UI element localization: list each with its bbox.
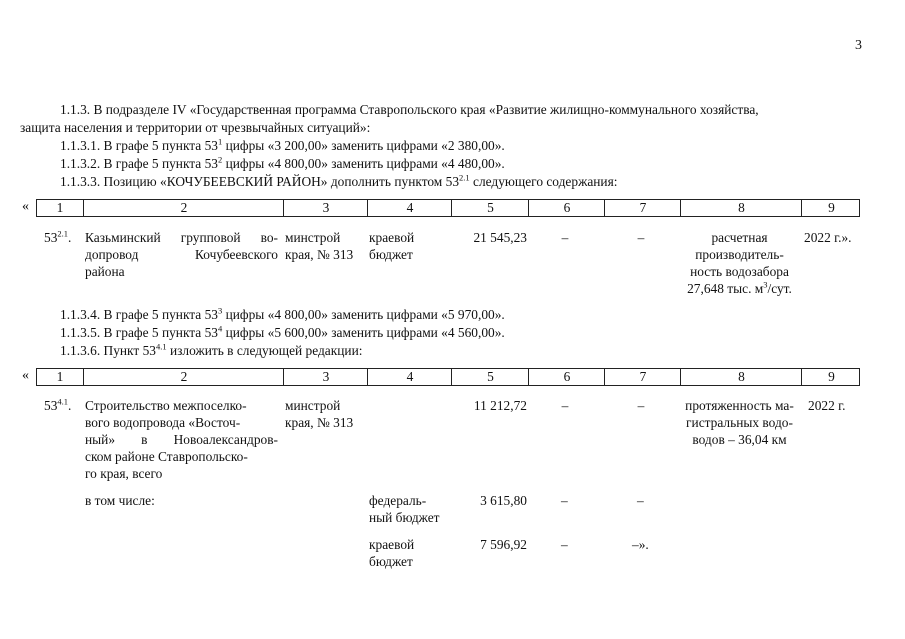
row2-amount: 11 212,72 [473,398,527,413]
row2-year: 2022 г. [808,398,846,413]
row2-number: $53^{4.1}$. [44,396,72,413]
col-header-5: 5 [451,369,529,385]
row2-col6: – [561,398,569,413]
row2-regional-amount: 7 596,92 [480,537,527,552]
row2-federal-col6: – [561,493,568,508]
col-header-3: 3 [283,369,368,385]
col-header-7: 7 [604,200,681,216]
col-header-5: 5 [451,200,529,216]
row1-number: $53^{2.1}$. [44,228,72,245]
paragraph-1-1-3-6: 1.1.3.6. Пункт $53^{4.1}$ изложить в следующей редакции: [60,341,363,358]
col-header-8: 8 [680,369,802,385]
col-header-4: 4 [367,369,452,385]
row1-indicator: расчетная производитель- ность водозабора 27,648 тыс. $м^3$/сут. [687,230,792,296]
row1-executor: минстрой края, № 313 [285,230,354,262]
col-header-2: 2 [83,200,284,216]
row1-col7: – [637,230,645,245]
col-header-6: 6 [528,200,605,216]
open-quote: « [22,199,29,214]
col-header-3: 3 [283,200,368,216]
table-header-row-2 [36,368,860,386]
row1-col6: – [561,230,569,245]
paragraph-1-1-3-line1: 1.1.3. В подразделе IV «Государственная программа Ставропольского края «Развитие жилищно-коммунального хозяйства, [60,102,759,117]
row1-source: краевой бюджет [369,230,415,262]
row2-federal-amount: 3 615,80 [480,493,527,508]
row2-federal-col7: – [637,493,644,508]
paragraph-1-1-3-4: 1.1.3.4. В графе 5 пункта $53^3$ цифры «4 800,00» заменить цифрами «5 970,00». [60,305,505,322]
row2-regional-col6: – [561,537,568,552]
page-number: 3 [855,38,862,53]
row2-col7: – [637,398,645,413]
row2-executor: минстрой края, № 313 [285,398,354,430]
col-header-9: 9 [801,200,861,216]
col-header-4: 4 [367,200,452,216]
paragraph-1-1-3-line2: защита населения и территории от чрезвычайных ситуаций»: [20,120,371,135]
paragraph-1-1-3-1: 1.1.3.1. В графе 5 пункта $53^1$ цифры «3 200,00» заменить цифрами «2 380,00». [60,136,505,153]
paragraph-1-1-3-2: 1.1.3.2. В графе 5 пункта $53^2$ цифры «4 800,00» заменить цифрами «4 480,00». [60,154,505,171]
row1-amount: 21 545,23 [473,230,527,245]
row1-name: Казьминский групповой во- допровод Кочубеевского района [85,230,278,279]
col-header-1: 1 [56,200,64,215]
table-header-row [36,199,860,217]
open-quote-2: « [22,368,29,383]
row2-including-label: в том числе: [85,493,155,508]
paragraph-1-1-3-3: 1.1.3.3. Позицию «КОЧУБЕЕВСКИЙ РАЙОН» дополнить пунктом $53^{2.1}$ следующего содержания: [60,172,618,189]
col-header-7: 7 [604,369,681,385]
col-header-6: 6 [528,369,605,385]
row2-indicator: протяженность ма- гистральных водо- водов – 36,04 км [685,398,794,447]
row2-regional-col7: –». [632,537,649,552]
row2-name: Строительство межпоселко- вого водопровода «Восточ- ный» в Новоалександров- ском районе Ставропольско- го края, всего [85,398,278,481]
row2-federal-source: федераль- ный бюджет [369,493,440,525]
paragraph-1-1-3-5: 1.1.3.5. В графе 5 пункта $53^4$ цифры «5 600,00» заменить цифрами «4 560,00». [60,323,505,340]
col-header-9: 9 [801,369,861,385]
row2-regional-source: краевой бюджет [369,537,415,569]
row1-year: 2022 г.». [804,230,852,245]
col-header-2: 2 [83,369,284,385]
col-header-8: 8 [680,200,802,216]
col-header-1: 1 [56,369,64,384]
